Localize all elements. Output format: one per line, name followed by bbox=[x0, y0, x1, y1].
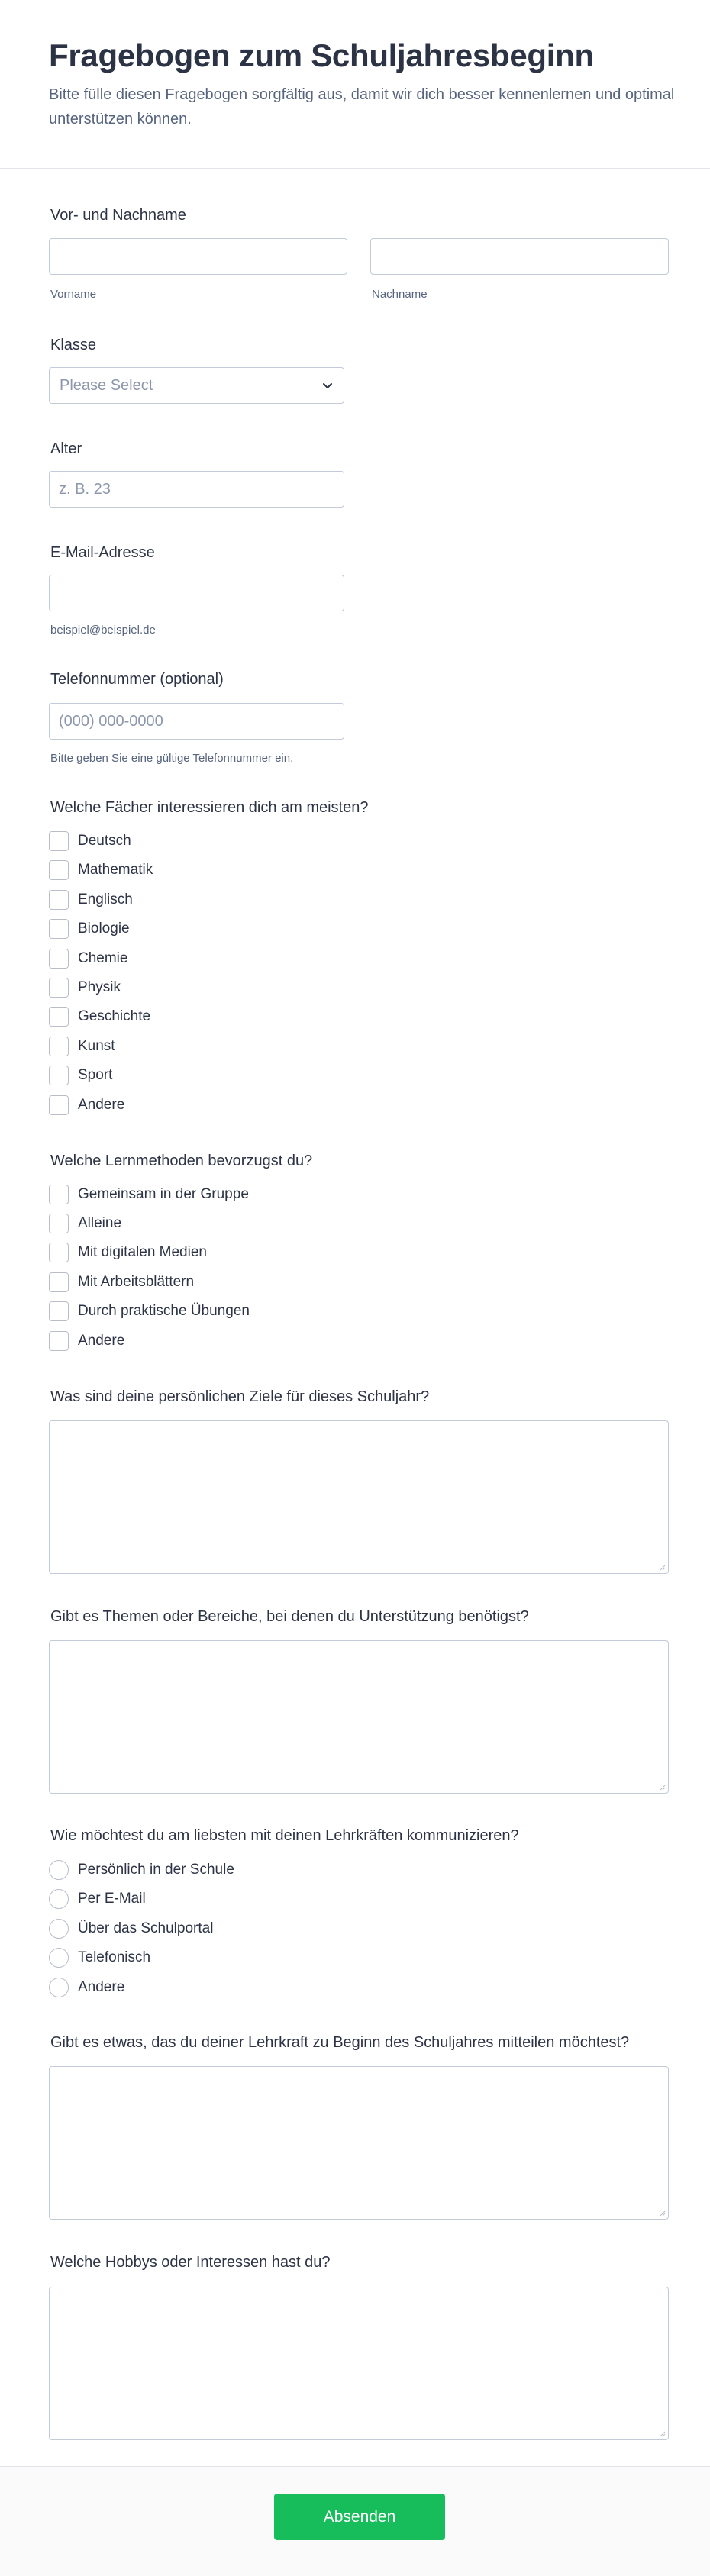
submit-button[interactable]: Absenden bbox=[274, 2494, 445, 2540]
option-label: Alleine bbox=[78, 1215, 122, 1231]
radio[interactable] bbox=[49, 1948, 69, 1968]
email-label: E-Mail-Adresse bbox=[50, 544, 155, 561]
checkbox[interactable] bbox=[49, 1301, 69, 1321]
faecher-option[interactable] bbox=[49, 918, 130, 940]
checkbox[interactable] bbox=[49, 978, 69, 998]
form-subtitle: Bitte fülle diesen Fragebogen sorgfältig aus, damit wir dich besser kennenlernen und optimal unterstützen können. bbox=[49, 86, 675, 127]
ziele-label: Was sind deine persönlichen Ziele für dieses Schuljahr? bbox=[50, 1388, 430, 1405]
last-name-sublabel: Nachname bbox=[372, 288, 428, 301]
option-label: Andere bbox=[78, 1979, 125, 1995]
lernmethoden-label: Welche Lernmethoden bevorzugst du? bbox=[50, 1153, 313, 1169]
mitteilung-textarea[interactable] bbox=[49, 2066, 669, 2220]
option-label: Mit Arbeitsblättern bbox=[78, 1274, 195, 1290]
chevron-down-icon bbox=[321, 379, 334, 392]
kommunikation-label: Wie möchtest du am liebsten mit deinen Lehrkräften kommunizieren? bbox=[50, 1827, 519, 1844]
checkbox[interactable] bbox=[49, 831, 69, 851]
first-name-input[interactable] bbox=[49, 238, 347, 275]
radio[interactable] bbox=[49, 1889, 69, 1909]
resize-handle-icon[interactable] bbox=[658, 1783, 666, 1791]
option-label: Telefonisch bbox=[78, 1949, 151, 1965]
checkbox[interactable] bbox=[49, 1066, 69, 1085]
kommunikation-option[interactable] bbox=[49, 1888, 146, 1910]
faecher-option[interactable] bbox=[49, 1065, 112, 1086]
checkbox[interactable] bbox=[49, 1214, 69, 1233]
klasse-label: Klasse bbox=[50, 337, 97, 353]
lernmethoden-option[interactable] bbox=[49, 1301, 250, 1322]
option-label: Mathematik bbox=[78, 862, 153, 878]
name-label: Vor- und Nachname bbox=[50, 207, 186, 224]
klasse-select-value: Please Select bbox=[60, 377, 153, 394]
alter-input[interactable] bbox=[49, 471, 344, 508]
checkbox[interactable] bbox=[49, 949, 69, 969]
lernmethoden-option[interactable] bbox=[49, 1184, 249, 1205]
option-label: Kunst bbox=[78, 1038, 115, 1054]
hobbys-label: Welche Hobbys oder Interessen hast du? bbox=[50, 2254, 331, 2271]
phone-input[interactable] bbox=[49, 703, 344, 740]
faecher-option[interactable] bbox=[49, 948, 127, 969]
checkbox[interactable] bbox=[49, 919, 69, 939]
form-title: Fragebogen zum Schuljahresbeginn bbox=[49, 37, 594, 73]
email-sublabel: beispiel@beispiel.de bbox=[50, 624, 156, 637]
lernmethoden-option[interactable] bbox=[49, 1242, 207, 1263]
option-label: Über das Schulportal bbox=[78, 1920, 214, 1936]
option-label: Gemeinsam in der Gruppe bbox=[78, 1186, 249, 1202]
kommunikation-option[interactable] bbox=[49, 1918, 213, 1939]
faecher-option[interactable] bbox=[49, 977, 121, 998]
option-label: Deutsch bbox=[78, 833, 131, 849]
unterstuetzung-label: Gibt es Themen oder Bereiche, bei denen du Unterstützung benötigst? bbox=[50, 1608, 529, 1625]
resize-handle-icon[interactable] bbox=[658, 2209, 666, 2217]
kommunikation-option[interactable] bbox=[49, 1859, 234, 1881]
phone-label: Telefonnummer (optional) bbox=[50, 671, 224, 688]
faecher-option[interactable] bbox=[49, 830, 131, 852]
checkbox[interactable] bbox=[49, 860, 69, 880]
email-input[interactable] bbox=[49, 575, 344, 611]
radio[interactable] bbox=[49, 1919, 69, 1939]
option-label: Chemie bbox=[78, 950, 128, 966]
mitteilung-label: Gibt es etwas, das du deiner Lehrkraft zu Beginn des Schuljahres mitteilen möchtest? bbox=[50, 2034, 630, 2051]
hobbys-textarea[interactable] bbox=[49, 2287, 669, 2440]
kommunikation-option[interactable] bbox=[49, 1977, 124, 1998]
kommunikation-option[interactable] bbox=[49, 1947, 150, 1968]
lernmethoden-option[interactable] bbox=[49, 1330, 124, 1352]
resize-handle-icon[interactable] bbox=[658, 2429, 666, 2437]
checkbox[interactable] bbox=[49, 1272, 69, 1292]
option-label: Persönlich in der Schule bbox=[78, 1862, 234, 1878]
option-label: Englisch bbox=[78, 891, 133, 908]
faecher-option[interactable] bbox=[49, 859, 153, 881]
last-name-input[interactable] bbox=[370, 238, 669, 275]
option-label: Durch praktische Übungen bbox=[78, 1303, 250, 1319]
checkbox[interactable] bbox=[49, 1243, 69, 1262]
faecher-option[interactable] bbox=[49, 889, 133, 911]
option-label: Biologie bbox=[78, 920, 130, 937]
unterstuetzung-textarea[interactable] bbox=[49, 1640, 669, 1794]
klasse-select[interactable] bbox=[49, 367, 344, 404]
option-label: Sport bbox=[78, 1067, 113, 1083]
option-label: Andere bbox=[78, 1097, 125, 1113]
checkbox[interactable] bbox=[49, 1185, 69, 1204]
ziele-textarea[interactable] bbox=[49, 1420, 669, 1574]
checkbox[interactable] bbox=[49, 1037, 69, 1056]
faecher-option[interactable] bbox=[49, 1095, 124, 1116]
checkbox[interactable] bbox=[49, 1007, 69, 1027]
first-name-sublabel: Vorname bbox=[50, 288, 97, 301]
radio[interactable] bbox=[49, 1860, 69, 1880]
lernmethoden-option[interactable] bbox=[49, 1272, 194, 1293]
lernmethoden-option[interactable] bbox=[49, 1213, 121, 1234]
option-label: Physik bbox=[78, 979, 121, 995]
alter-label: Alter bbox=[50, 440, 82, 457]
form-header bbox=[0, 0, 710, 169]
faecher-label: Welche Fächer interessieren dich am meisten? bbox=[50, 799, 369, 816]
phone-sublabel: Bitte geben Sie eine gültige Telefonnummer ein. bbox=[50, 752, 294, 765]
option-label: Andere bbox=[78, 1333, 125, 1349]
option-label: Geschichte bbox=[78, 1008, 151, 1024]
faecher-option[interactable] bbox=[49, 1036, 115, 1057]
checkbox[interactable] bbox=[49, 1095, 69, 1115]
checkbox[interactable] bbox=[49, 1331, 69, 1351]
checkbox[interactable] bbox=[49, 890, 69, 910]
faecher-option[interactable] bbox=[49, 1006, 150, 1027]
resize-handle-icon[interactable] bbox=[658, 1563, 666, 1571]
option-label: Per E-Mail bbox=[78, 1891, 146, 1907]
option-label: Mit digitalen Medien bbox=[78, 1244, 207, 1260]
radio[interactable] bbox=[49, 1978, 69, 1997]
